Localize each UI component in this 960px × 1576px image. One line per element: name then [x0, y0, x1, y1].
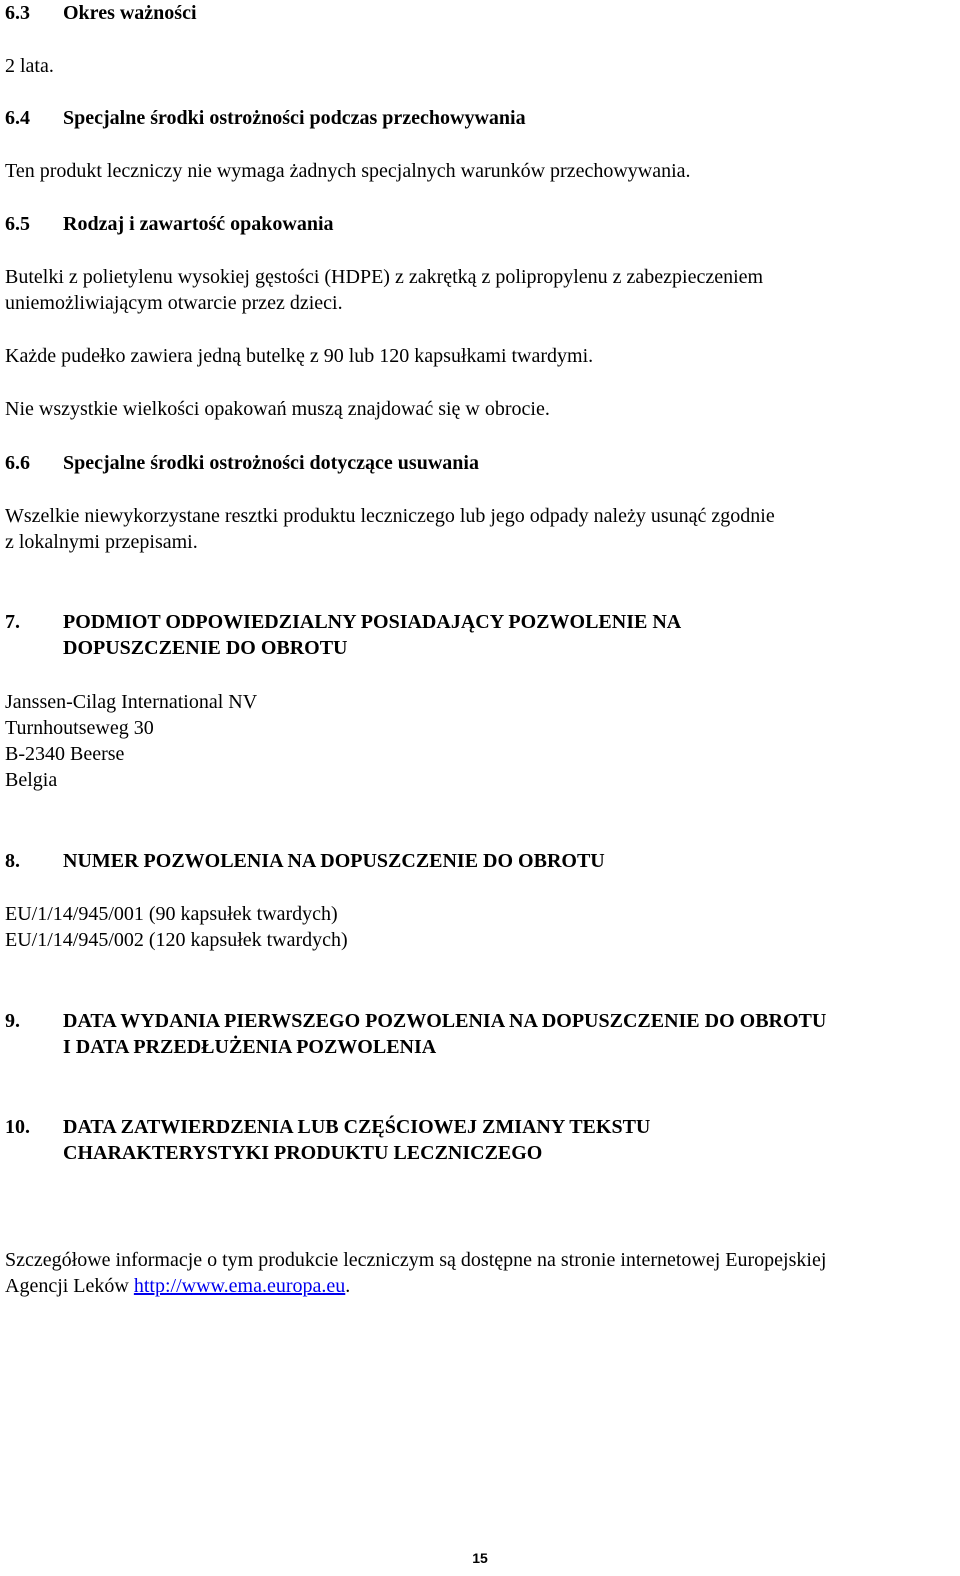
section-number: 6.5 [5, 213, 30, 235]
section-8-heading [5, 848, 955, 874]
text-line: z lokalnymi przepisami. [5, 531, 198, 553]
text-prefix: Agencji Leków [5, 1275, 134, 1297]
section-title: NUMER POZWOLENIA NA DOPUSZCZENIE DO OBROTU [63, 850, 605, 872]
section-number: 6.6 [5, 452, 30, 474]
section-title-line: DOPUSZCZENIE DO OBROTU [63, 637, 348, 659]
text-line: Wszelkie niewykorzystane resztki produktu leczniczego lub jego odpady należy usunąć zgodnie [5, 505, 775, 527]
text-line: uniemożliwiającym otwarcie przez dzieci. [5, 292, 343, 314]
section-title-line: PODMIOT ODPOWIEDZIALNY POSIADAJĄCY POZWOLENIE NA [63, 611, 682, 633]
section-title: Specjalne środki ostrożności dotyczące usuwania [63, 452, 479, 474]
section-title-line: DATA ZATWIERDZENIA LUB CZĘŚCIOWEJ ZMIANY TEKSTU [63, 1116, 651, 1138]
container-description [5, 264, 955, 316]
section-10-heading [5, 1114, 955, 1166]
authorisation-numbers [5, 901, 955, 953]
section-6-4-heading [5, 105, 955, 131]
section-title-line: DATA WYDANIA PIERWSZEGO POZWOLENIA NA DOPUSZCZENIE DO OBROTU [63, 1010, 827, 1032]
section-7-heading [5, 609, 955, 661]
section-title: Rodzaj i zawartość opakowania [63, 213, 334, 235]
section-number: 6.3 [5, 2, 30, 24]
address-line: Janssen-Cilag International NV [5, 691, 258, 713]
section-6-3-heading [5, 0, 955, 26]
section-number: 8. [5, 850, 20, 872]
ema-info-paragraph [5, 1247, 955, 1299]
disposal-text [5, 503, 955, 555]
section-title-line: I DATA PRZEDŁUŻENIA POZWOLENIA [63, 1036, 437, 1058]
section-title: Specjalne środki ostrożności podczas przechowywania [63, 107, 526, 129]
text-suffix: . [345, 1275, 351, 1297]
text-line: Szczegółowe informacje o tym produkcie leczniczym są dostępne na stronie internetowej Europejskiej [5, 1249, 827, 1271]
address-line: Belgia [5, 769, 58, 791]
text-line: Butelki z polietylenu wysokiej gęstości (HDPE) z zakrętką z polipropylenu z zabezpieczeniem [5, 266, 764, 288]
storage-text: Ten produkt leczniczy nie wymaga żadnych specjalnych warunków przechowywania. [5, 160, 691, 182]
pack-sizes-note: Nie wszystkie wielkości opakowań muszą znajdować się w obrocie. [5, 398, 550, 420]
pack-contents-text: Każde pudełko zawiera jedną butelkę z 90 lub 120 kapsułkami twardymi. [5, 345, 594, 367]
section-6-5-heading [5, 211, 955, 237]
section-6-6-heading [5, 450, 955, 476]
page-number: 15 [472, 1550, 488, 1566]
section-number: 7. [5, 611, 20, 633]
marketing-authorisation-holder-address [5, 689, 955, 793]
address-line: B-2340 Beerse [5, 743, 125, 765]
shelf-life-text: 2 lata. [5, 55, 54, 77]
section-title: Okres ważności [63, 2, 197, 24]
section-number: 9. [5, 1010, 20, 1032]
address-line: Turnhoutseweg 30 [5, 717, 154, 739]
section-number: 6.4 [5, 107, 30, 129]
section-title-line: CHARAKTERYSTYKI PRODUKTU LECZNICZEGO [63, 1142, 543, 1164]
section-9-heading [5, 1008, 955, 1060]
authorisation-number: EU/1/14/945/001 (90 kapsułek twardych) [5, 903, 338, 925]
ema-website-link[interactable]: http://www.ema.europa.eu [133, 1275, 346, 1297]
authorisation-number: EU/1/14/945/002 (120 kapsułek twardych) [5, 929, 348, 951]
section-number: 10. [5, 1116, 30, 1138]
